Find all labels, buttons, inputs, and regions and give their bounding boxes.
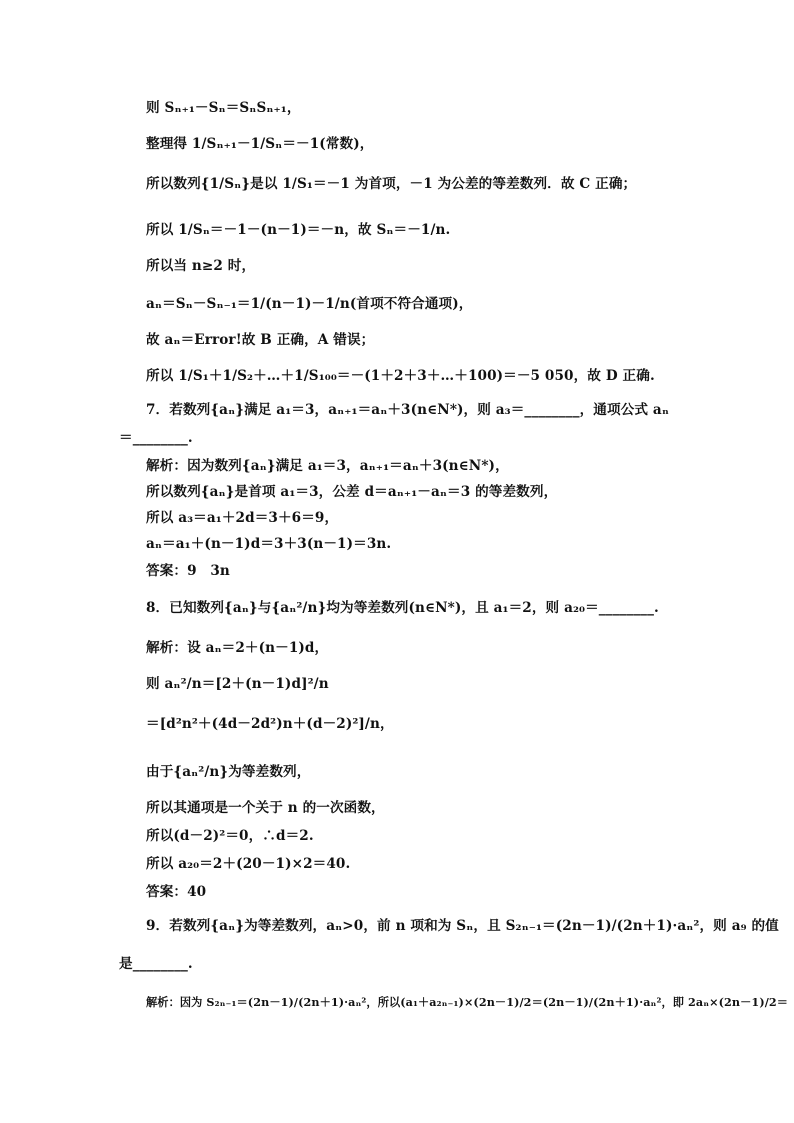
text-line: 解析：设 aₙ＝2＋(n－1)d， — [146, 640, 329, 656]
text-line: 整理得 1/Sₙ₊₁－1/Sₙ＝－1(常数)， — [146, 136, 374, 152]
text-line: 是________. — [119, 956, 193, 972]
question-9: 9．若数列{aₙ}为等差数列，aₙ>0，前 n 项和为 Sₙ，且 S₂ₙ₋₁＝(2n－1)/(2n＋1)·aₙ²，则 a₉ 的值 — [146, 918, 779, 934]
text-line: 所以其通项是一个关于 n 的一次函数， — [146, 800, 385, 816]
text-line: 所以 1/Sₙ＝－1－(n－1)＝－n，故 Sₙ＝－1/n. — [146, 222, 451, 238]
text-line: ＝[d²n²＋(4d－2d²)n＋(d－2)²]/n， — [146, 716, 394, 732]
text-line: ＝________. — [119, 430, 193, 446]
text-line: 解析：因为数列{aₙ}满足 a₁＝3，aₙ₊₁＝aₙ＋3(n∈N*)， — [146, 458, 509, 474]
answer-line: 答案：9 3n — [146, 563, 230, 579]
question-7: 7．若数列{aₙ}满足 a₁＝3，aₙ₊₁＝aₙ＋3(n∈N*)，则 a₃＝________，通项公式 aₙ — [146, 402, 669, 418]
text-line: aₙ＝Sₙ－Sₙ₋₁＝1/(n－1)－1/n(首项不符合通项)， — [146, 296, 473, 312]
text-line: 所以 1/S₁＋1/S₂＋…＋1/S₁₀₀＝－(1＋2＋3＋…＋100)＝－5 050，故 D 正确. — [146, 368, 655, 384]
text-line: 则 Sₙ₊₁－Sₙ＝SₙSₙ₊₁， — [146, 100, 301, 116]
text-line: 所以(d－2)²＝0，∴d＝2. — [146, 828, 314, 844]
text-line: aₙ＝a₁＋(n－1)d＝3＋3(n－1)＝3n. — [146, 536, 392, 552]
text-line: 则 aₙ²/n＝[2＋(n－1)d]²/n — [146, 676, 329, 692]
text-line: 故 aₙ＝Error!故 B 正确，A 错误； — [146, 332, 375, 348]
text-line: 所以 a₃＝a₁＋2d＝3＋6＝9， — [146, 510, 339, 526]
text-line: 所以 a₂₀＝2＋(20－1)×2＝40. — [146, 856, 351, 872]
text-line: 由于{aₙ²/n}为等差数列， — [146, 764, 311, 780]
answer-line: 答案：40 — [146, 884, 207, 900]
question-8: 8．已知数列{aₙ}与{aₙ²/n}均为等差数列(n∈N*)，且 a₁＝2，则 a₂₀＝________. — [146, 600, 659, 616]
text-line: 所以数列{aₙ}是首项 a₁＝3，公差 d＝aₙ₊₁－aₙ＝3 的等差数列， — [146, 484, 558, 500]
text-line: 所以当 n≥2 时， — [146, 258, 256, 274]
text-line: 所以数列{1/Sₙ}是以 1/S₁＝－1 为首项，－1 为公差的等差数列．故 C 正确； — [146, 176, 637, 192]
text-line: 解析：因为 S₂ₙ₋₁＝(2n－1)/(2n＋1)·aₙ²，所以(a₁＋a₂ₙ₋₁)×(2n－1)/2＝(2n－1)/(2n＋1)·aₙ²，即 2aₙ×(2n－1)/2＝ — [146, 995, 789, 1009]
